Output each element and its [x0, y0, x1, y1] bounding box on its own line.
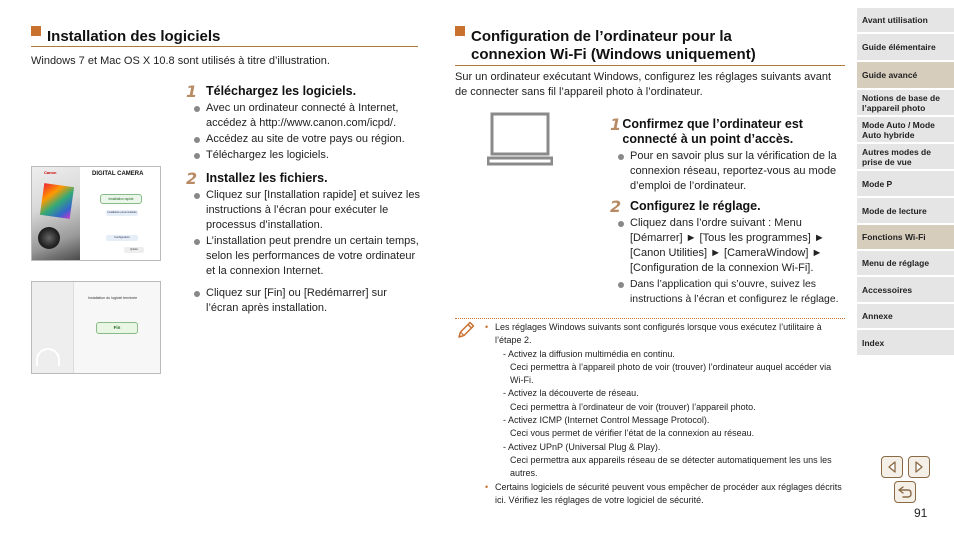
section-header-installation	[31, 28, 418, 47]
step-number: 2	[610, 197, 622, 216]
note-sub-item: - Activez la découverte de réseau.	[503, 388, 639, 399]
return-arrow-icon	[898, 486, 912, 498]
pencil-icon	[456, 320, 476, 340]
sidebar-item-label: Notions de base de l’appareil photo	[862, 92, 940, 113]
canon-logo: Canon	[44, 170, 57, 175]
section-header-wifi	[455, 28, 845, 66]
left-step-1-list	[194, 101, 422, 164]
quick-install-button: Installation rapide	[100, 194, 142, 204]
camera-lens-image	[38, 227, 60, 249]
sidebar-item-label: Accessoires	[862, 284, 913, 295]
sidebar-item-label: Mode P	[862, 178, 893, 189]
installer-screenshot	[31, 166, 161, 261]
page-number: 91	[914, 506, 928, 520]
left-panel	[32, 282, 74, 374]
sidebar-item-accessoires[interactable]	[857, 277, 954, 304]
laptop-icon	[487, 111, 553, 167]
note-sub-detail: Ceci permettra à l’ordinateur de voir (trouver) l’appareil photo.	[510, 401, 756, 412]
step-title: Téléchargez les logiciels.	[206, 84, 357, 98]
config-button: Configuration	[106, 235, 138, 241]
note-list	[485, 321, 847, 507]
sidebar-item-notions-de-base[interactable]	[857, 90, 954, 117]
step-title: Configurez le réglage.	[630, 199, 761, 213]
wifi-icon	[36, 348, 60, 366]
quit-button: Quitter	[124, 247, 144, 253]
arrow-right-icon	[913, 461, 925, 473]
sidebar-item-label: Index	[862, 337, 885, 348]
note-sub-item: - Activez UPnP (Universal Plug & Play).	[503, 441, 661, 452]
sidebar-item-label: Mode de lecture	[862, 205, 927, 216]
photo-collage-image	[40, 183, 74, 219]
sidebar-item-label: Avant utilisation	[862, 15, 928, 25]
right-step-2	[610, 199, 761, 215]
sidebar-item-label: Autres modes de prise de vue	[862, 146, 931, 167]
sidebar-item-index[interactable]	[857, 330, 954, 357]
arrow-left-icon	[886, 461, 898, 473]
list-item: Cliquez sur [Fin] ou [Redémarrer] sur l’écran après installation.	[194, 286, 422, 316]
sidebar-item-guide-elementaire[interactable]	[857, 34, 954, 62]
previous-page-button[interactable]	[881, 456, 903, 478]
title-line-1: Configuration de l’ordinateur pour la	[471, 28, 732, 45]
list-item: Cliquez dans l’ordre suivant : Menu [Démarrer] ► [Tous les programmes] ► [Canon Utilities] ► [CameraWindow] ► [Configuration de la connexion Wi-Fi].	[618, 216, 842, 276]
product-title: DIGITAL CAMERA	[92, 171, 144, 177]
note-sub-detail: Ceci permettra à l’appareil photo de voir (trouver) l’ordinateur auquel accéder via Wi-Fi.	[510, 361, 832, 386]
list-item: Accédez au site de votre pays ou région.	[194, 132, 422, 147]
custom-install-button: Installation personnalisée	[107, 211, 137, 214]
list-item: Cliquez sur [Installation rapide] et suivez les instructions à l’écran pour exécuter le processus d’installation.	[194, 188, 422, 233]
title-line-2: connexion Wi-Fi (Windows uniquement)	[471, 46, 756, 63]
sidebar-item-label: Guide avancé	[862, 70, 918, 80]
sidebar-item-guide-avance[interactable]	[857, 62, 954, 90]
left-step-2-list-b	[194, 286, 422, 317]
note-item: • Certains logiciels de sécurité peuvent vous empêcher de procéder aux réglages décrits ici. Vérifiez les réglages de votre logiciel de sécurité.	[485, 481, 847, 508]
list-item: Téléchargez les logiciels.	[194, 148, 422, 163]
note-sub-detail: Ceci vous permet de vérifier l’état de la connexion au réseau.	[510, 428, 755, 439]
camera-banner-image	[32, 167, 80, 261]
step-number: 1	[610, 115, 622, 134]
step-number: 1	[186, 82, 198, 101]
finish-button: Fin	[96, 322, 138, 334]
return-button[interactable]	[894, 481, 916, 503]
right-step-1-list	[618, 149, 840, 195]
note-sub-detail: Ceci permettra aux appareils réseau de se détecter automatiquement les uns les autres.	[510, 454, 832, 479]
sidebar-item-label: Annexe	[862, 311, 893, 321]
section-title: Installation des logiciels	[47, 28, 221, 45]
sidebar-item-mode-auto[interactable]	[857, 117, 954, 144]
sidebar-item-label: Menu de réglage	[862, 258, 930, 268]
sidebar-nav	[857, 8, 954, 357]
list-item: Pour en savoir plus sur la vérification de la connexion réseau, reportez-vous au mode d’emploi de l’ordinateur.	[618, 149, 840, 194]
sidebar-item-mode-p[interactable]	[857, 171, 954, 198]
section-marker	[31, 26, 41, 36]
note-sub-item: - Activez la diffusion multimédia en continu.	[503, 348, 675, 359]
sidebar-item-fonctions-wifi[interactable]	[857, 225, 954, 251]
step-title: Installez les fichiers.	[206, 171, 328, 185]
finish-caption: Installation du logiciel terminée	[88, 296, 138, 300]
next-page-button[interactable]	[908, 456, 930, 478]
sidebar-item-menu-reglage[interactable]	[857, 251, 954, 277]
right-step-2-list	[618, 216, 842, 308]
list-item: Avec un ordinateur connecté à Internet, accédez à http://www.canon.com/icpd/.	[194, 101, 422, 131]
sidebar-item-label: Guide élémentaire	[862, 42, 936, 52]
list-item: Dans l’application qui s’ouvre, suivez les instructions à l’écran et configurez le réglage.	[618, 277, 842, 307]
section-title	[471, 28, 756, 64]
left-step-1	[186, 84, 356, 100]
intro-text: Windows 7 et Mac OS X 10.8 sont utilisés à titre d’illustration.	[31, 55, 330, 67]
left-step-2-list	[194, 188, 422, 280]
sidebar-item-mode-lecture[interactable]	[857, 198, 954, 225]
sidebar-item-label: Mode Auto / Mode Auto hybride	[862, 119, 935, 140]
intro-text: Sur un ordinateur exécutant Windows, configurez les réglages suivants avant de connecter sans fil l’appareil photo à l’ordinateur.	[455, 71, 832, 98]
sidebar-item-label: Fonctions Wi-Fi	[862, 232, 926, 242]
sidebar-item-annexe[interactable]	[857, 304, 954, 330]
install-finished-screenshot	[31, 281, 161, 374]
left-step-2	[186, 171, 328, 187]
step-number: 2	[186, 169, 198, 188]
note-box	[455, 318, 845, 505]
note-item: • Les réglages Windows suivants sont configurés lorsque vous exécutez l’utilitaire à l’étape 2.	[485, 321, 847, 348]
list-item: L’installation peut prendre un certain temps, selon les performances de votre ordinateur et la connexion Internet.	[194, 234, 422, 279]
note-sub-item: - Activez ICMP (Internet Control Message Protocol).	[503, 415, 710, 426]
section-marker	[455, 26, 465, 36]
right-step-1	[610, 117, 842, 147]
sidebar-item-avant-utilisation[interactable]	[857, 8, 954, 34]
sidebar-item-autres-modes[interactable]	[857, 144, 954, 171]
step-title: Confirmez que l’ordinateur est connecté à un point d’accès.	[622, 117, 803, 146]
